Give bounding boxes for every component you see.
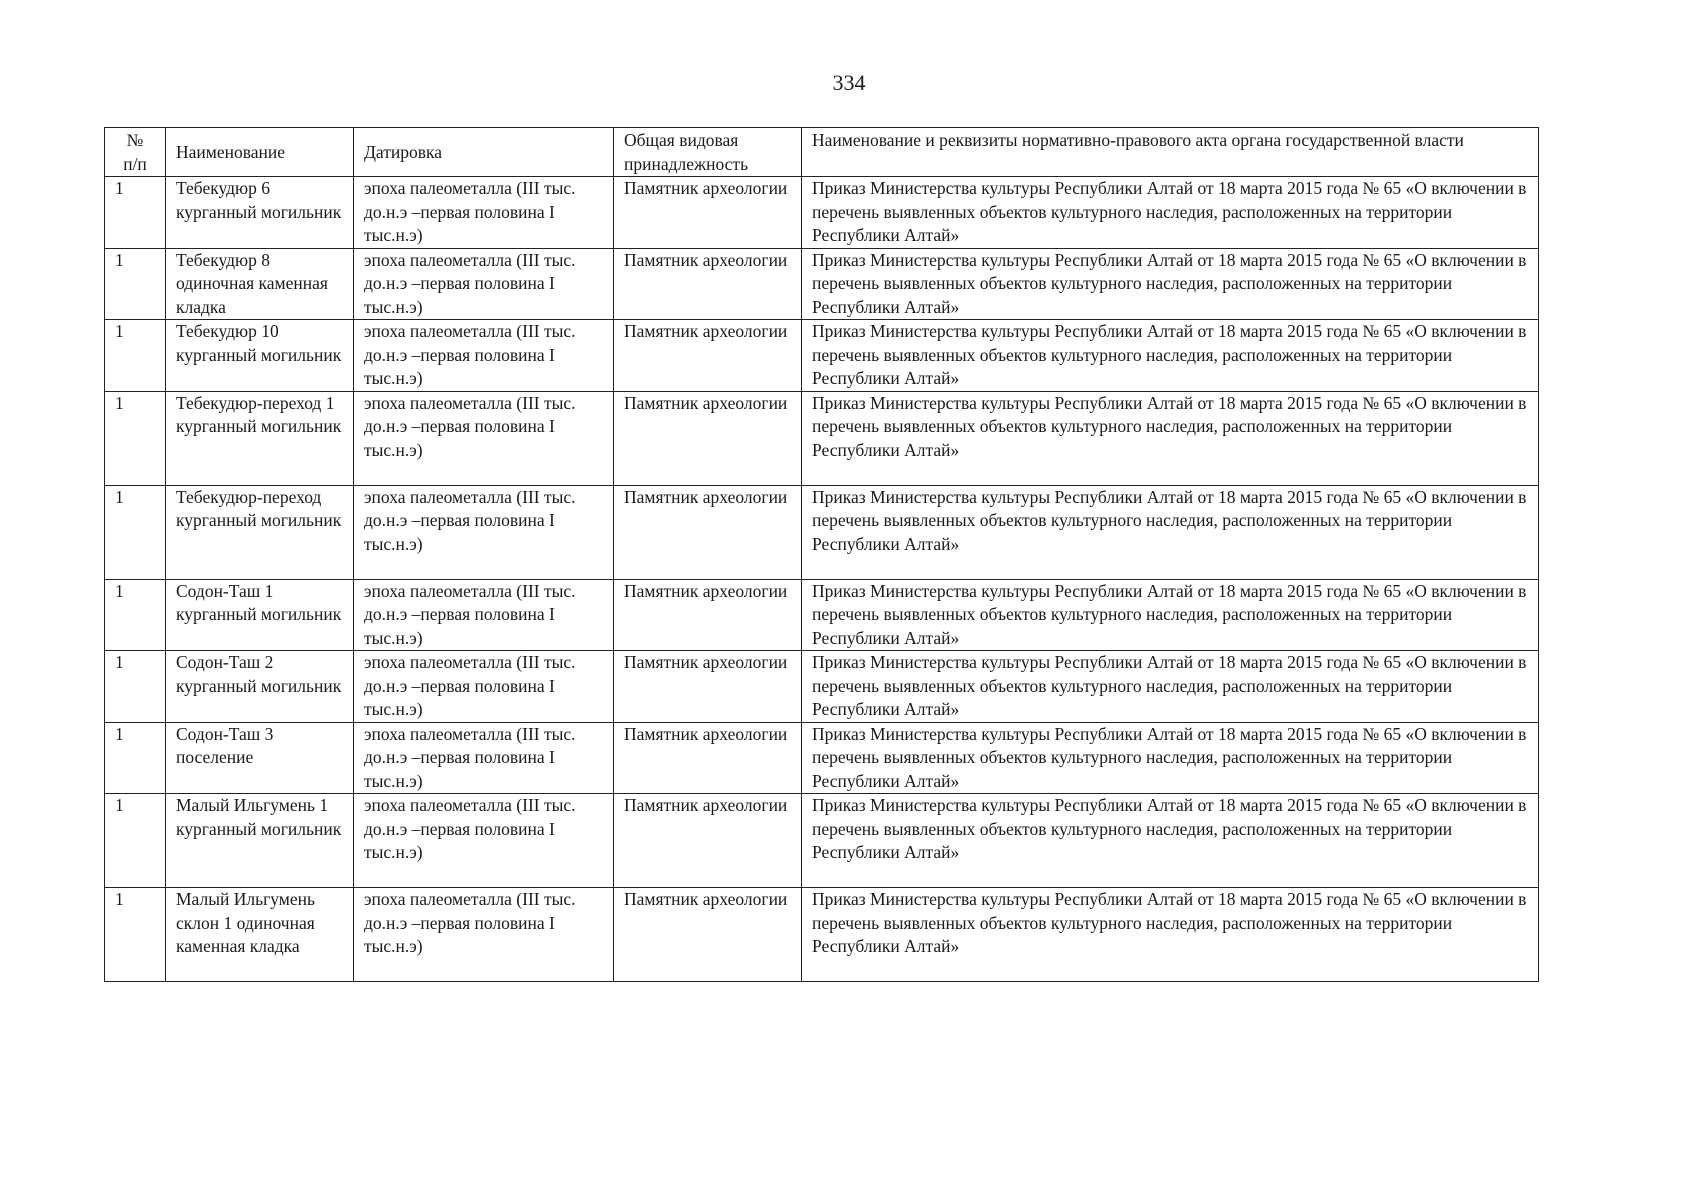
table-row — [105, 177, 1539, 249]
table-row — [105, 320, 1539, 392]
cell-number: 1 — [105, 391, 166, 485]
header-number-symbol: № — [126, 130, 144, 150]
cell-type: Памятник археологии — [614, 722, 802, 794]
cell-act: Приказ Министерства культуры Республики Алтай от 18 марта 2015 года № 65 «О включении в перечень выявленных объектов культурного наследия, расположенных на территории Республики Алтай» — [802, 722, 1539, 794]
table-row — [105, 579, 1539, 651]
cell-name: Малый Ильгумень 1 курганный могильник — [166, 794, 354, 888]
cell-number: 1 — [105, 579, 166, 651]
header-number — [105, 128, 166, 177]
cell-dating: эпоха палеометалла (III тыс. до.н.э –первая половина I тыс.н.э) — [354, 794, 614, 888]
cell-type: Памятник археологии — [614, 248, 802, 320]
cell-number: 1 — [105, 248, 166, 320]
page-number: 334 — [832, 70, 866, 95]
cell-dating: эпоха палеометалла (III тыс. до.н.э –первая половина I тыс.н.э) — [354, 485, 614, 579]
cell-act: Приказ Министерства культуры Республики Алтай от 18 марта 2015 года № 65 «О включении в перечень выявленных объектов культурного наследия, расположенных на территории Республики Алтай» — [802, 177, 1539, 249]
cell-name: Тебекудюр-переход 1 курганный могильник — [166, 391, 354, 485]
cell-name: Малый Ильгумень склон 1 одиночная каменная кладка — [166, 888, 354, 982]
header-dating: Датировка — [354, 128, 614, 177]
header-name: Наименование — [166, 128, 354, 177]
cell-name: Содон-Таш 2 курганный могильник — [166, 651, 354, 723]
cell-name: Тебекудюр 10 курганный могильник — [166, 320, 354, 392]
cell-type: Памятник археологии — [614, 391, 802, 485]
table-row — [105, 248, 1539, 320]
cell-number: 1 — [105, 485, 166, 579]
header-number-abbr: п/п — [123, 153, 147, 174]
cell-type: Памятник археологии — [614, 888, 802, 982]
cell-act: Приказ Министерства культуры Республики Алтай от 18 марта 2015 года № 65 «О включении в перечень выявленных объектов культурного наследия, расположенных на территории Республики Алтай» — [802, 794, 1539, 888]
heritage-objects-table — [104, 127, 1539, 982]
table-row — [105, 722, 1539, 794]
table-row — [105, 888, 1539, 982]
cell-act: Приказ Министерства культуры Республики Алтай от 18 марта 2015 года № 65 «О включении в перечень выявленных объектов культурного наследия, расположенных на территории Республики Алтай» — [802, 485, 1539, 579]
header-act: Наименование и реквизиты нормативно-правового акта органа государственной власти — [802, 128, 1539, 177]
header-type: Общая видовая принадлежность — [614, 128, 802, 177]
cell-number: 1 — [105, 794, 166, 888]
cell-dating: эпоха палеометалла (III тыс. до.н.э –первая половина I тыс.н.э) — [354, 320, 614, 392]
cell-number: 1 — [105, 888, 166, 982]
cell-dating: эпоха палеометалла (III тыс. до.н.э –первая половина I тыс.н.э) — [354, 177, 614, 249]
cell-name: Тебекудюр 8 одиночная каменная кладка — [166, 248, 354, 320]
table-row — [105, 485, 1539, 579]
table-row — [105, 794, 1539, 888]
cell-type: Памятник археологии — [614, 485, 802, 579]
table-header-row — [105, 128, 1539, 177]
cell-dating: эпоха палеометалла (III тыс. до.н.э –первая половина I тыс.н.э) — [354, 391, 614, 485]
cell-number: 1 — [105, 651, 166, 723]
cell-act: Приказ Министерства культуры Республики Алтай от 18 марта 2015 года № 65 «О включении в перечень выявленных объектов культурного наследия, расположенных на территории Республики Алтай» — [802, 579, 1539, 651]
cell-number: 1 — [105, 177, 166, 249]
cell-dating: эпоха палеометалла (III тыс. до.н.э –первая половина I тыс.н.э) — [354, 651, 614, 723]
cell-dating: эпоха палеометалла (III тыс. до.н.э –первая половина I тыс.н.э) — [354, 722, 614, 794]
cell-name: Содон-Таш 1 курганный могильник — [166, 579, 354, 651]
cell-name: Тебекудюр 6 курганный могильник — [166, 177, 354, 249]
cell-type: Памятник археологии — [614, 177, 802, 249]
cell-act: Приказ Министерства культуры Республики Алтай от 18 марта 2015 года № 65 «О включении в перечень выявленных объектов культурного наследия, расположенных на территории Республики Алтай» — [802, 888, 1539, 982]
cell-type: Памятник археологии — [614, 794, 802, 888]
cell-dating: эпоха палеометалла (III тыс. до.н.э –первая половина I тыс.н.э) — [354, 579, 614, 651]
cell-name: Содон-Таш 3 поселение — [166, 722, 354, 794]
cell-act: Приказ Министерства культуры Республики Алтай от 18 марта 2015 года № 65 «О включении в перечень выявленных объектов культурного наследия, расположенных на территории Республики Алтай» — [802, 391, 1539, 485]
cell-act: Приказ Министерства культуры Республики Алтай от 18 марта 2015 года № 65 «О включении в перечень выявленных объектов культурного наследия, расположенных на территории Республики Алтай» — [802, 651, 1539, 723]
cell-dating: эпоха палеометалла (III тыс. до.н.э –первая половина I тыс.н.э) — [354, 248, 614, 320]
cell-dating: эпоха палеометалла (III тыс. до.н.э –первая половина I тыс.н.э) — [354, 888, 614, 982]
table-row — [105, 651, 1539, 723]
cell-type: Памятник археологии — [614, 320, 802, 392]
cell-act: Приказ Министерства культуры Республики Алтай от 18 марта 2015 года № 65 «О включении в перечень выявленных объектов культурного наследия, расположенных на территории Республики Алтай» — [802, 248, 1539, 320]
cell-number: 1 — [105, 320, 166, 392]
cell-type: Памятник археологии — [614, 651, 802, 723]
cell-name: Тебекудюр-переход курганный могильник — [166, 485, 354, 579]
cell-act: Приказ Министерства культуры Республики Алтай от 18 марта 2015 года № 65 «О включении в перечень выявленных объектов культурного наследия, расположенных на территории Республики Алтай» — [802, 320, 1539, 392]
cell-number: 1 — [105, 722, 166, 794]
cell-type: Памятник археологии — [614, 579, 802, 651]
table-row — [105, 391, 1539, 485]
